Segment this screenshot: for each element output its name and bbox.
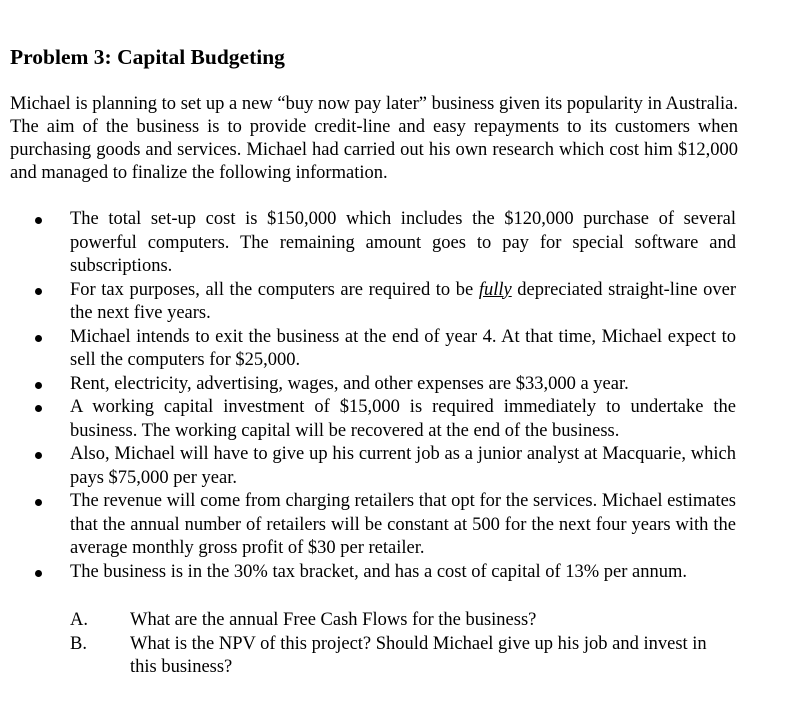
bullet-item-working-capital <box>0 396 736 443</box>
bullet-text: Michael intends to exit the business at the end of year 4. At that time, Michael expect to sell the computers for $25,000. <box>70 326 736 370</box>
bullet-icon <box>35 335 42 342</box>
bullet-icon <box>35 382 42 389</box>
bullet-icon <box>35 452 42 459</box>
bullet-text: Also, Michael will have to give up his current job as a junior analyst at Macquarie, which pays $75,000 per year. <box>70 444 736 488</box>
problem-title: Problem 3: Capital Budgeting <box>10 45 285 69</box>
intro-paragraph: Michael is planning to set up a new “buy now pay later” business given its popularity in Australia. The aim of the business is to provide credit-line and easy repayments to its customers when purchasing goods and services. Michael had carried out his own research which cost him $12,000 and managed to finalize the following information. <box>10 94 738 183</box>
question-item-b <box>0 633 736 680</box>
bullet-item-revenue <box>0 490 736 561</box>
question-text: What is the NPV of this project? Should Michael give up his job and invest in this business? <box>130 633 707 677</box>
bullet-text: The total set-up cost is $150,000 which includes the $120,000 purchase of several powerful computers. The remaining amount goes to pay for special software and subscriptions. <box>70 209 736 276</box>
info-bullet-list <box>0 208 802 584</box>
question-item-a <box>0 609 736 633</box>
question-list <box>0 609 802 680</box>
bullet-text: The revenue will come from charging retailers that opt for the services. Michael estimates that the annual number of retailers will be constant at 500 for the next four years with the average monthly gross profit of $30 per retailer. <box>70 491 736 558</box>
question-letter: A. <box>70 610 88 630</box>
bullet-text: A working capital investment of $15,000 is required immediately to undertake the business. The working capital will be recovered at the end of the business. <box>70 397 736 441</box>
bullet-icon <box>35 570 42 577</box>
bullet-item-expenses <box>0 373 736 397</box>
bullet-icon <box>35 217 42 224</box>
bullet-icon <box>35 499 42 506</box>
bullet-text: The business is in the 30% tax bracket, and has a cost of capital of 13% per annum. <box>70 561 688 582</box>
bullet-item-exit <box>0 326 736 373</box>
bullet-item-current-job <box>0 443 736 490</box>
bullet-text-after: depreciated straight-line over the next five years. <box>70 279 737 323</box>
bullet-icon <box>35 288 42 295</box>
bullet-text: Rent, electricity, advertising, wages, and other expenses are $33,000 a year. <box>70 373 629 394</box>
bullet-emphasis: fully <box>478 279 512 300</box>
bullet-item-depreciation <box>0 279 736 326</box>
bullet-text-before: For tax purposes, all the computers are required to be <box>70 279 479 300</box>
bullet-item-tax <box>0 561 736 585</box>
question-text: What are the annual Free Cash Flows for the business? <box>130 610 537 630</box>
question-letter: B. <box>70 633 87 654</box>
bullet-icon <box>35 405 42 412</box>
bullet-item-setup-cost <box>0 208 736 279</box>
